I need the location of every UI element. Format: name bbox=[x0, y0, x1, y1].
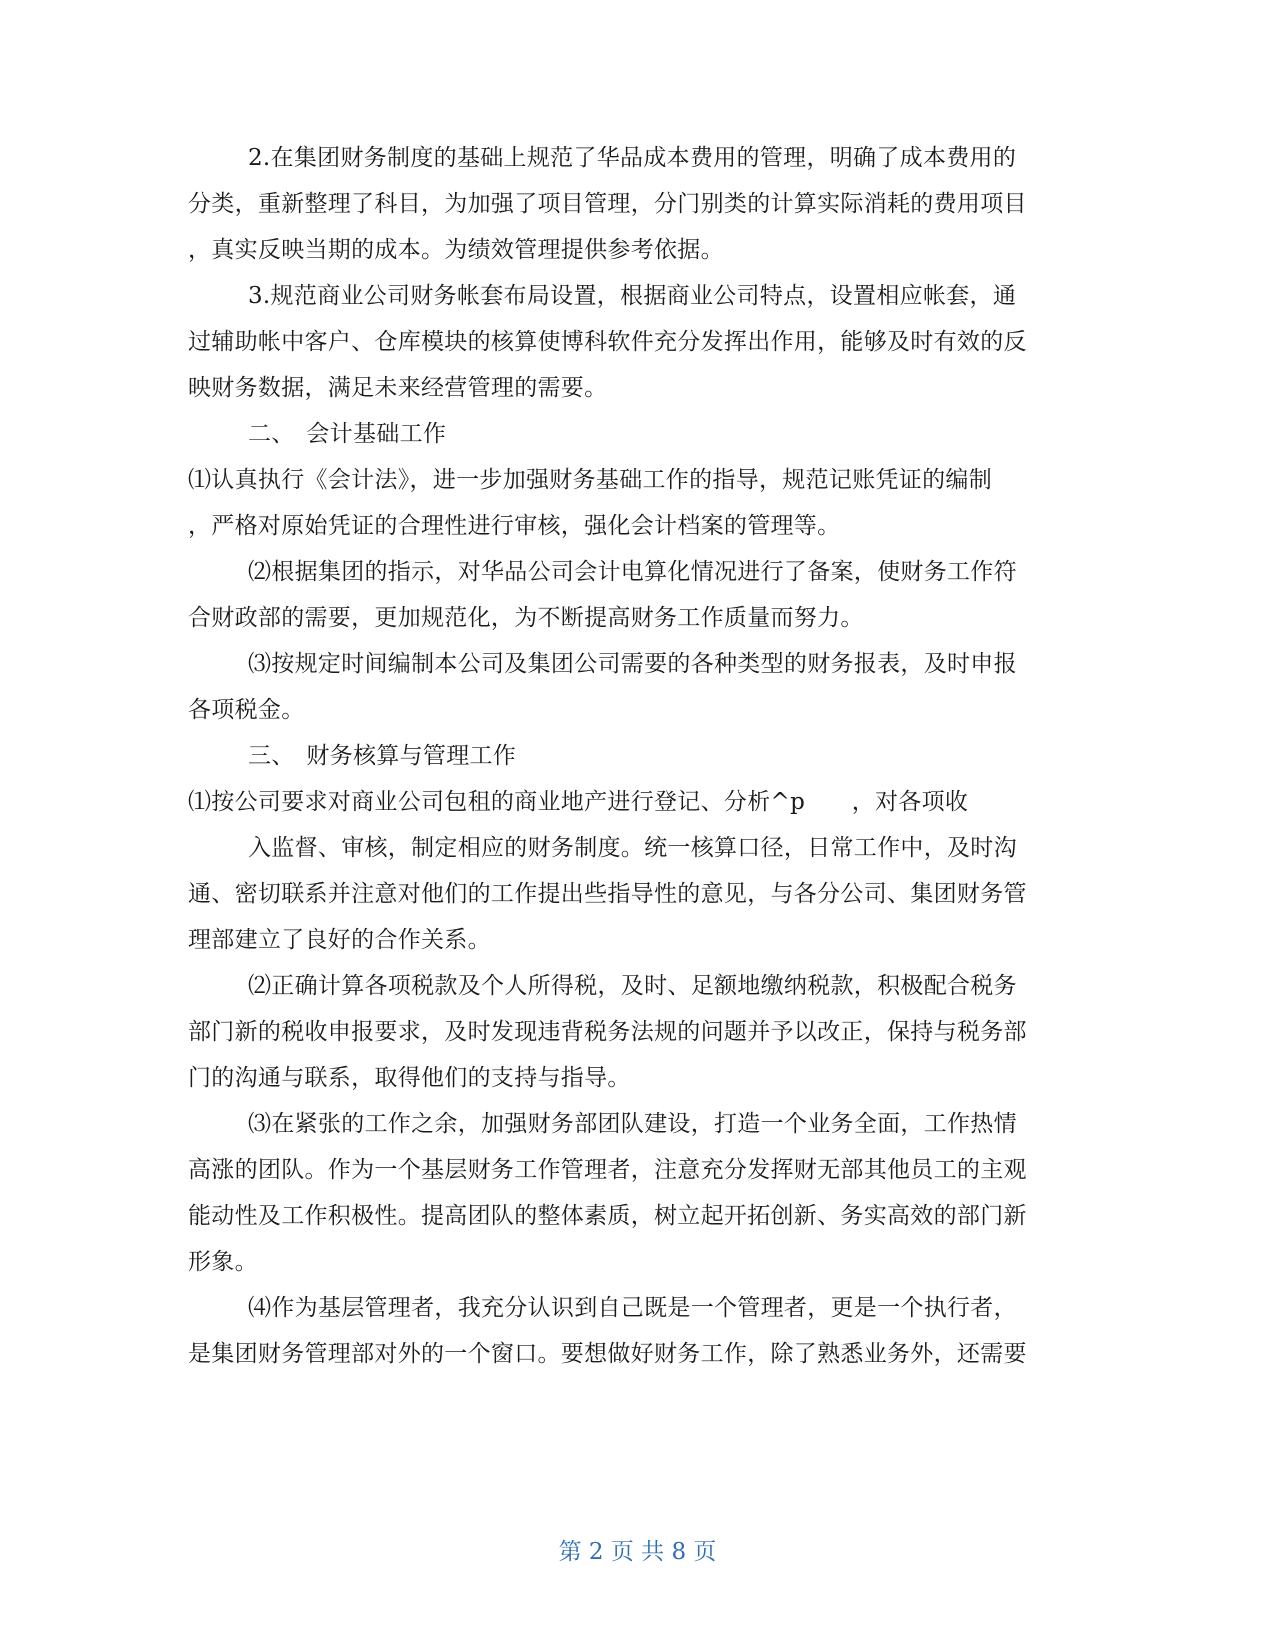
text-line: 过辅助帐中客户、仓库模块的核算使博科软件充分发挥出作用，能够及时有效的反 bbox=[188, 329, 1027, 355]
text-line: 入监督、审核，制定相应的财务制度。统一核算口径，日常工作中，及时沟 bbox=[248, 835, 1017, 861]
text-line: 是集团财务管理部对外的一个窗口。要想做好财务工作，除了熟悉业务外，还需要 bbox=[188, 1341, 1027, 1367]
text-line: 高涨的团队。作为一个基层财务工作管理者，注意充分发挥财无部其他员工的主观 bbox=[188, 1157, 1027, 1183]
text-line: ⑶按规定时间编制本公司及集团公司需要的各种类型的财务报表，及时申报 bbox=[248, 651, 1017, 677]
text-line: ⑵根据集团的指示，对华品公司会计电算化情况进行了备案，使财务工作符 bbox=[248, 559, 1017, 585]
text-line: 形象。 bbox=[188, 1249, 258, 1275]
section-heading: 三、 财务核算与管理工作 bbox=[248, 743, 517, 769]
text-line: ，真实反映当期的成本。为绩效管理提供参考依据。 bbox=[188, 237, 724, 263]
text-line: 部门新的税收申报要求，及时发现违背税务法规的问题并予以改正，保持与税务部 bbox=[188, 1019, 1027, 1045]
text-line: ⑴认真执行《会计法》，进一步加强财务基础工作的指导，规范记账凭证的编制 bbox=[188, 467, 992, 493]
text-line: 理部建立了良好的合作关系。 bbox=[188, 927, 491, 953]
text-line: 合财政部的需要，更加规范化，为不断提高财务工作质量而努力。 bbox=[188, 605, 864, 631]
text-line: ⑴按公司要求对商业公司包租的商业地产进行登记、分析^p ，对各项收 bbox=[188, 789, 969, 815]
text-line: 各项税金。 bbox=[188, 697, 305, 723]
text-line: ⑵正确计算各项税款及个人所得税，及时、足额地缴纳税款，积极配合税务 bbox=[248, 973, 1017, 999]
section-heading: 二、 会计基础工作 bbox=[248, 421, 447, 447]
text-line: ⑷作为基层管理者，我充分认识到自己既是一个管理者，更是一个执行者， bbox=[248, 1295, 1017, 1321]
text-line: ，严格对原始凭证的合理性进行审核，强化会计档案的管理等。 bbox=[188, 513, 841, 539]
text-line: 3.规范商业公司财务帐套布局设置，根据商业公司特点，设置相应帐套，通 bbox=[248, 283, 1017, 309]
text-line: ⑶在紧张的工作之余，加强财务部团队建设，打造一个业务全面，工作热情 bbox=[248, 1111, 1017, 1137]
text-line: 能动性及工作积极性。提高团队的整体素质，树立起开拓创新、务实高效的部门新 bbox=[188, 1203, 1027, 1229]
text-line: 门的沟通与联系，取得他们的支持与指导。 bbox=[188, 1065, 631, 1091]
text-line: 映财务数据，满足未来经营管理的需要。 bbox=[188, 375, 608, 401]
text-line: 分类，重新整理了科目，为加强了项目管理，分门别类的计算实际消耗的费用项目 bbox=[188, 191, 1027, 217]
text-line: 2.在集团财务制度的基础上规范了华品成本费用的管理，明确了成本费用的 bbox=[248, 145, 1017, 171]
text-line: 通、密切联系并注意对他们的工作提出些指导性的意见，与各分公司、集团财务管 bbox=[188, 881, 1027, 907]
page-number-footer: 第 2 页 共 8 页 bbox=[558, 1539, 717, 1565]
